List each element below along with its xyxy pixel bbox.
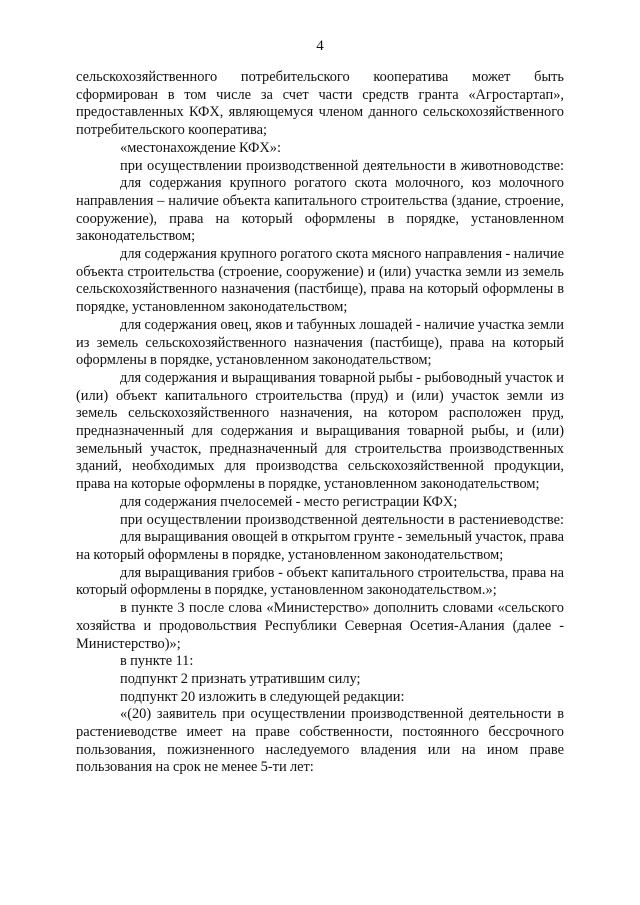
paragraph-12: в пункте 3 после слова «Министерство» дополнить словами «сельского хозяйства и продовольствия Республики Северная Осетия-Алания (далее - Министерство)»; (76, 600, 564, 652)
paragraph-15: подпункт 20 изложить в следующей редакции: (120, 688, 405, 705)
paragraph-14: подпункт 2 признать утратившим силу; (120, 670, 361, 687)
paragraph-5: для содержания крупного рогатого скота мясного направления - наличие объекта строительства (строение, сооружение) и (или) участка земли из земель сельскохозяйственного назначения (пастбище), права на который оформлены в порядке, установленном законодательством; (76, 246, 564, 316)
document-body (76, 69, 564, 777)
paragraph-13: в пункте 11: (120, 653, 194, 670)
paragraph-2: «местонахождение КФХ»: (120, 139, 281, 156)
paragraph-4: для содержания крупного рогатого скота молочного, коз молочного направления – наличие объекта капитального строительства (здание, строение, сооружение), права на который оформлены в порядке, установленном законодательством; (76, 175, 564, 245)
paragraph-6: для содержания овец, яков и табунных лошадей - наличие участка земли из земель сельскохозяйственного назначения (пастбище), права на который оформлены в порядке, установленном законодательством; (76, 316, 564, 369)
paragraph-3: при осуществлении производственной деятельности в животноводстве: (120, 157, 564, 174)
paragraph-11: для выращивания грибов - объект капитального строительства, права на который оформлены в порядке, установленном законодательством.»; (76, 564, 564, 599)
page-number: 4 (316, 38, 324, 54)
paragraph-10: для выращивания овощей в открытом грунте - земельный участок, права на который оформлены в порядке, установленном законодательством; (76, 529, 564, 563)
paragraph-1: сельскохозяйственного потребительского кооператива может быть сформирован в том числе за счет части средств гранта «Агростартап», предоставленных КФХ, являющемуся членом данного сельскохозяйственного потребительского кооператива; (76, 69, 564, 139)
paragraph-9: при осуществлении производственной деятельности в растениеводстве: (120, 511, 564, 528)
paragraph-16: «(20) заявитель при осуществлении производственной деятельности в растениеводстве имеет на праве собственности, постоянного бессрочного пользования, пожизненного наследуемого владения или на ином праве пользования на срок не менее 5-ти лет: (76, 706, 564, 776)
paragraph-7: для содержания и выращивания товарной рыбы - рыбоводный участок и (или) объект капитального строительства (пруд) и (или) участок земли из земель сельскохозяйственного назначения, на котором расположен пруд, предназначенный для содержания и выращивания товарной рыбы, и (или) земельный участок, предназначенный для строительства производственных зданий, необходимых для производства сельскохозяйственной продукции, права на которые оформлены в порядке, установленном законодательством; (76, 369, 564, 493)
paragraph-8: для содержания пчелосемей - место регистрации КФХ; (120, 493, 458, 510)
